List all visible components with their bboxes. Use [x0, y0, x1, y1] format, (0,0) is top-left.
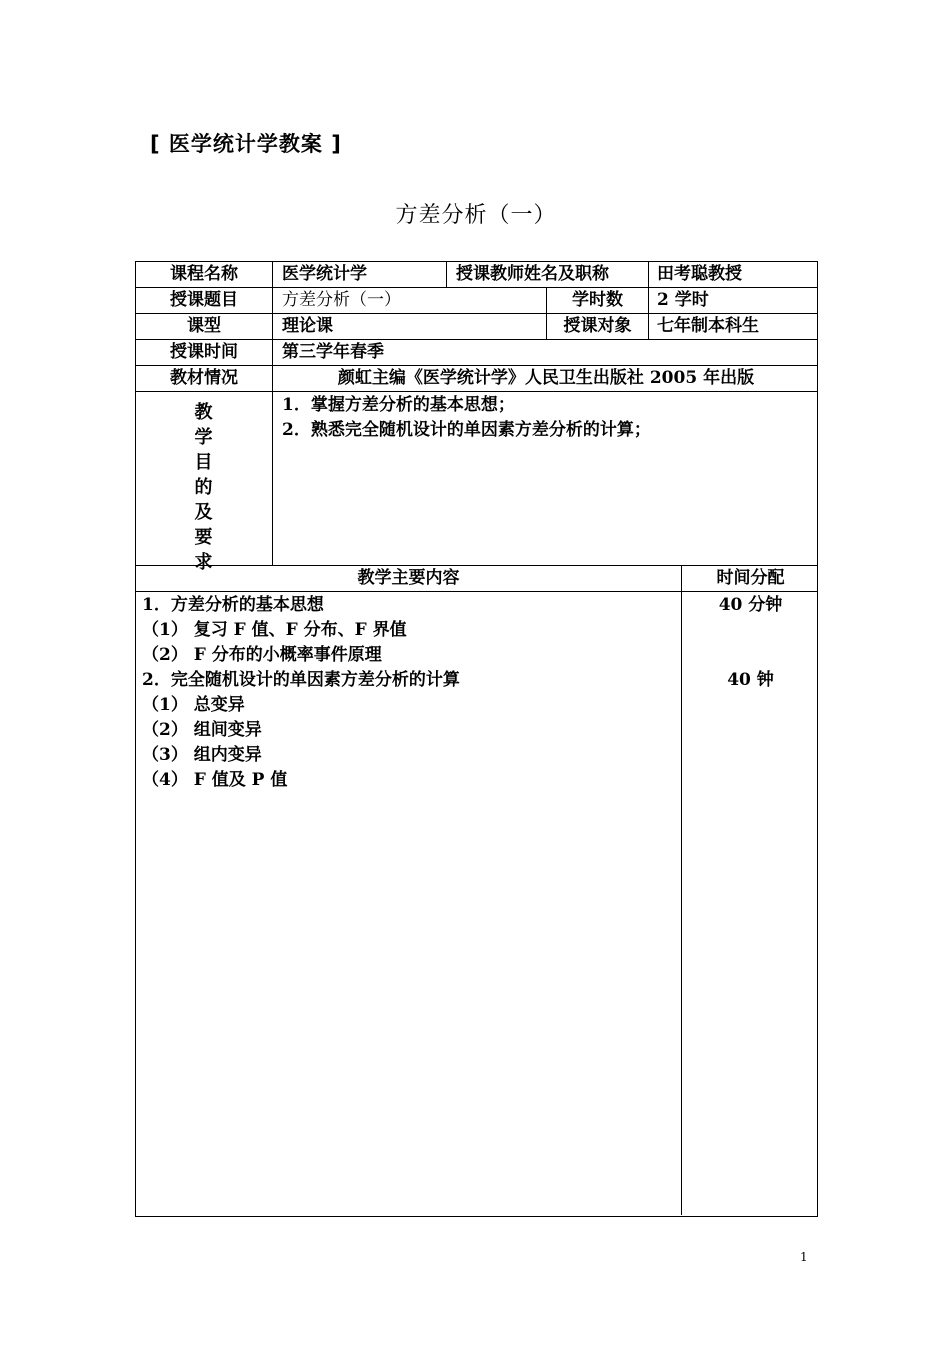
row-course [136, 262, 817, 287]
instructor-label: 授课教师姓名及职称 [446, 262, 648, 287]
lesson-plan-table [135, 261, 818, 1217]
objective-item: 2．熟悉完全随机设计的单因素方差分析的计算； [282, 420, 651, 440]
time-label: 授课时间 [170, 342, 238, 362]
time-allocation-list [681, 592, 819, 1215]
row-lesson-type [136, 313, 817, 339]
content-line: （2） 组间变异 [142, 720, 262, 740]
document-title: 方差分析（一） [395, 203, 557, 228]
hours-label: 学时数 [546, 288, 648, 313]
row-topic [136, 287, 817, 313]
row-content-header [136, 565, 817, 591]
page-number: 1 [800, 1250, 808, 1264]
instructor-value: 田考聪教授 [648, 262, 819, 287]
objectives-list [272, 392, 819, 565]
row-textbook [136, 365, 817, 391]
content-line: （2） F 分布的小概率事件原理 [142, 645, 382, 665]
row-objectives [136, 391, 817, 573]
topic-value: 方差分析（一） [272, 288, 546, 313]
content-line: （1） 总变异 [142, 695, 245, 715]
audience-value: 七年制本科生 [648, 314, 819, 339]
time-allocation: 40 分钟 [718, 595, 783, 615]
content-line: （1） 复习 F 值、F 分布、F 界值 [142, 620, 407, 640]
course-name-value: 医学统计学 [272, 262, 446, 287]
lesson-type-value: 理论课 [272, 314, 546, 339]
time-value: 第三学年春季 [272, 340, 819, 365]
content-list [136, 592, 681, 1215]
row-time [136, 339, 817, 365]
content-header: 教学主要内容 [357, 568, 460, 588]
time-allocation-header: 时间分配 [681, 566, 819, 591]
content-line: 2．完全随机设计的单因素方差分析的计算 [142, 670, 460, 690]
topic-label: 授课题目 [170, 290, 238, 310]
objectives-label: 教 学 目 的 及 要 求 [194, 402, 213, 573]
lesson-type-label: 课型 [187, 316, 221, 336]
content-line: （4） F 值及 P 值 [142, 770, 288, 790]
content-line: 1．方差分析的基本思想 [142, 595, 324, 615]
row-content-body [136, 591, 817, 1215]
objective-item: 1．掌握方差分析的基本思想； [282, 395, 515, 415]
time-allocation: 40 钟 [727, 670, 774, 690]
course-name-label: 课程名称 [170, 264, 238, 284]
hours-value: 2 学时 [648, 288, 819, 313]
content-line: （3） 组内变异 [142, 745, 262, 765]
audience-label: 授课对象 [546, 314, 648, 339]
textbook-label: 教材情况 [170, 368, 238, 388]
document-header-label: [ 医学统计学教案 ] [150, 132, 342, 156]
textbook-value: 颜虹主编《医学统计学》人民卫生出版社 2005 年出版 [272, 366, 819, 391]
